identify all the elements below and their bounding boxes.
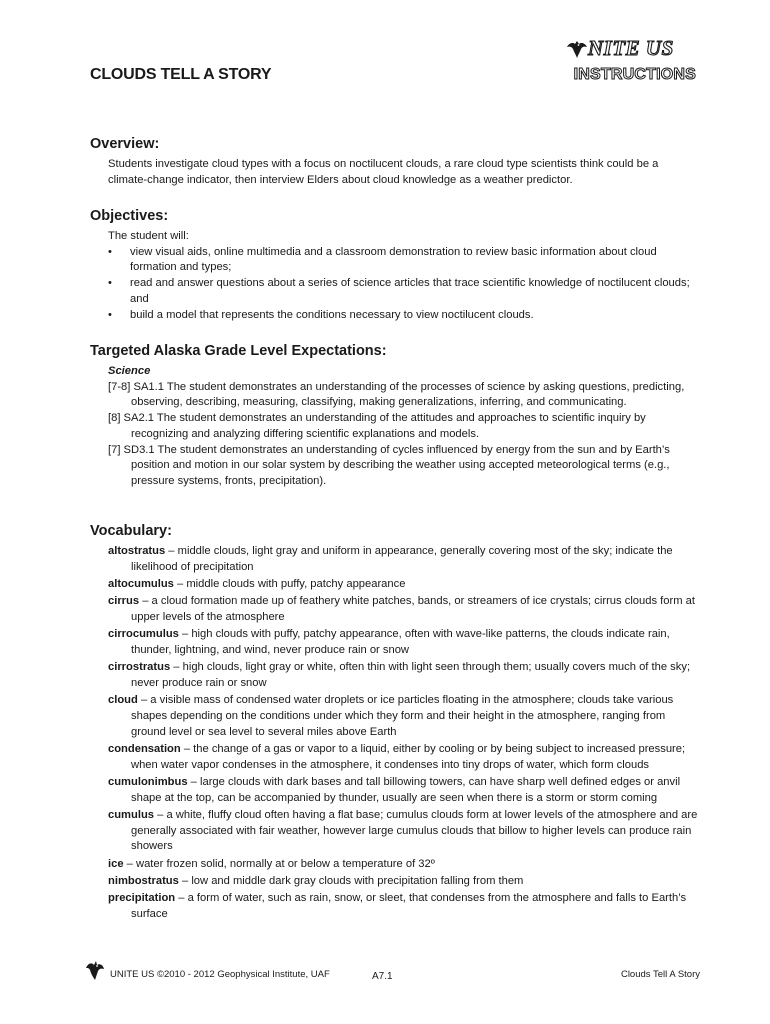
footer-page-number: A7.1 <box>372 971 393 982</box>
objective-item: • view visual aids, online multimedia and a classroom demonstration to review basic information about cloud formation and types; <box>108 245 700 276</box>
vocab-entry <box>108 891 700 922</box>
overview-heading: Overview: <box>90 136 160 152</box>
gle-section <box>90 343 700 490</box>
objectives-intro: The student will: <box>108 230 189 242</box>
objectives-list <box>108 245 700 324</box>
vocab-term: cumulonimbus <box>108 776 188 788</box>
objective-item: • read and answer questions about a series of science articles that trace scientific knowledge of noctilucent clouds; and <box>108 276 700 307</box>
brand-subtitle: INSTRUCTIONS <box>573 66 696 83</box>
vocab-entry <box>108 775 700 806</box>
footer-copyright: UNITE US ©2010 - 2012 Geophysical Institute, UAF <box>110 969 330 980</box>
vocab-entry <box>108 808 700 855</box>
vocab-entry <box>108 544 700 575</box>
vocab-entry <box>108 857 700 873</box>
vocab-term: cirrostratus <box>108 661 171 674</box>
gle-subhead: Science <box>108 365 151 377</box>
vocab-term: precipitation <box>108 892 176 905</box>
vocab-entry <box>108 627 700 658</box>
vocab-entry <box>108 660 700 691</box>
vocab-definition: – high clouds with puffy, patchy appearance, often with wave-like patterns, the clouds indicate rain, thunder, lightning, and wind, never produce rain or snow <box>131 628 670 656</box>
objectives-heading: Objectives: <box>90 208 169 224</box>
gle-item: [7] SD3.1 The student demonstrates an understanding of cycles influenced by energy from the sun and by Earth’s position and motion in our solar system by describing the weather using accepted meteorological terms (e.g., pressure systems, fronts, precipitation). <box>108 443 670 487</box>
vocab-definition: – high clouds, light gray or white, often thin with light seen through them; usually covers much of the sky; never produce rain or snow <box>131 661 691 689</box>
vocab-definition: – a form of water, such as rain, snow, or sleet, that condenses from the atmosphere and falls to Earth’s surface <box>131 892 687 920</box>
vocab-term: condensation <box>108 743 181 755</box>
brand-name: NITE US <box>588 36 674 60</box>
vocab-term: cirrocumulus <box>108 628 179 641</box>
vocab-definition: – the change of a gas or vapor to a liquid, either by cooling or by being subject to increased pressure; when water vapor condenses in the atmosphere, it condenses into tiny drops of water, which form clouds <box>131 743 686 771</box>
gle-item: [7-8] SA1.1 The student demonstrates an understanding of the processes of science by asking questions, predicting, observing, describing, measuring, classifying, making generalizations, inferring, and communicating. <box>108 380 685 409</box>
vocab-definition: – middle clouds with puffy, patchy appearance <box>173 578 406 590</box>
overview-section <box>90 136 700 188</box>
overview-text: Students investigate cloud types with a focus on noctilucent clouds, a rare cloud type scientists think could be a climate-change indicator, then interview Elders about cloud knowledge as a weather predictor. <box>108 158 659 186</box>
vocab-definition: – a white, fluffy cloud often having a flat base; cumulus clouds form at lower levels of the atmosphere and are generally associated with fair weather, however large cumulus clouds that billow to higher levels can produce rain showers <box>131 809 698 853</box>
objectives-section <box>90 208 700 323</box>
vocab-entry <box>108 693 700 740</box>
gle-item: [8] SA2.1 The student demonstrates an understanding of the attitudes and approaches to scientific inquiry by recognizing and analyzing differing scientific explanations and models. <box>108 412 646 440</box>
vocab-term: altocumulus <box>108 578 174 590</box>
vocab-entry <box>108 594 700 625</box>
objective-item: • build a model that represents the conditions necessary to view noctilucent clouds. <box>108 308 700 324</box>
gle-heading: Targeted Alaska Grade Level Expectations: <box>90 343 387 359</box>
vocab-term: ice <box>108 857 124 870</box>
vocabulary-section <box>90 523 700 924</box>
raven-icon <box>566 38 588 60</box>
vocab-definition: – water frozen solid, normally at or below a temperature of 32º <box>123 857 435 870</box>
vocab-definition: – a visible mass of condensed water droplets or ice particles floating in the atmosphere; clouds take various shapes depending on the conditions under which they form and their height in the atmosphere, ranging from ground level or sea level to several miles above Earth <box>131 694 674 738</box>
vocab-entry <box>108 577 700 593</box>
vocab-term: cirrus <box>108 595 140 608</box>
vocabulary-heading: Vocabulary: <box>90 523 172 539</box>
document-title: CLOUDS TELL A STORY <box>90 66 272 83</box>
vocab-term: altostratus <box>108 545 166 557</box>
vocab-definition: – low and middle dark gray clouds with precipitation falling from them <box>178 875 524 887</box>
page-footer <box>84 958 700 984</box>
vocab-definition: – middle clouds, light gray and uniform in appearance, generally covering most of the sky; indicate the likelihood of precipitation <box>131 545 673 573</box>
vocab-definition: – large clouds with dark bases and tall billowing towers, can have sharp well defined edges or anvil shape at the top, can be accompanied by thunder, usually are seen when there is a storm or storm coming <box>131 776 681 804</box>
vocab-entry <box>108 742 700 773</box>
raven-icon <box>84 958 106 982</box>
footer-topic: Clouds Tell A Story <box>620 969 700 980</box>
vocab-definition: – a cloud formation made up of feathery white patches, bands, or streamers of ice crystals; cirrus clouds form at upper levels of the atmosphere <box>131 595 695 623</box>
vocab-term: cumulus <box>108 809 155 821</box>
vocab-entry <box>108 874 700 890</box>
vocab-term: nimbostratus <box>108 875 179 887</box>
vocab-term: cloud <box>108 694 138 707</box>
brand-block <box>566 38 696 88</box>
